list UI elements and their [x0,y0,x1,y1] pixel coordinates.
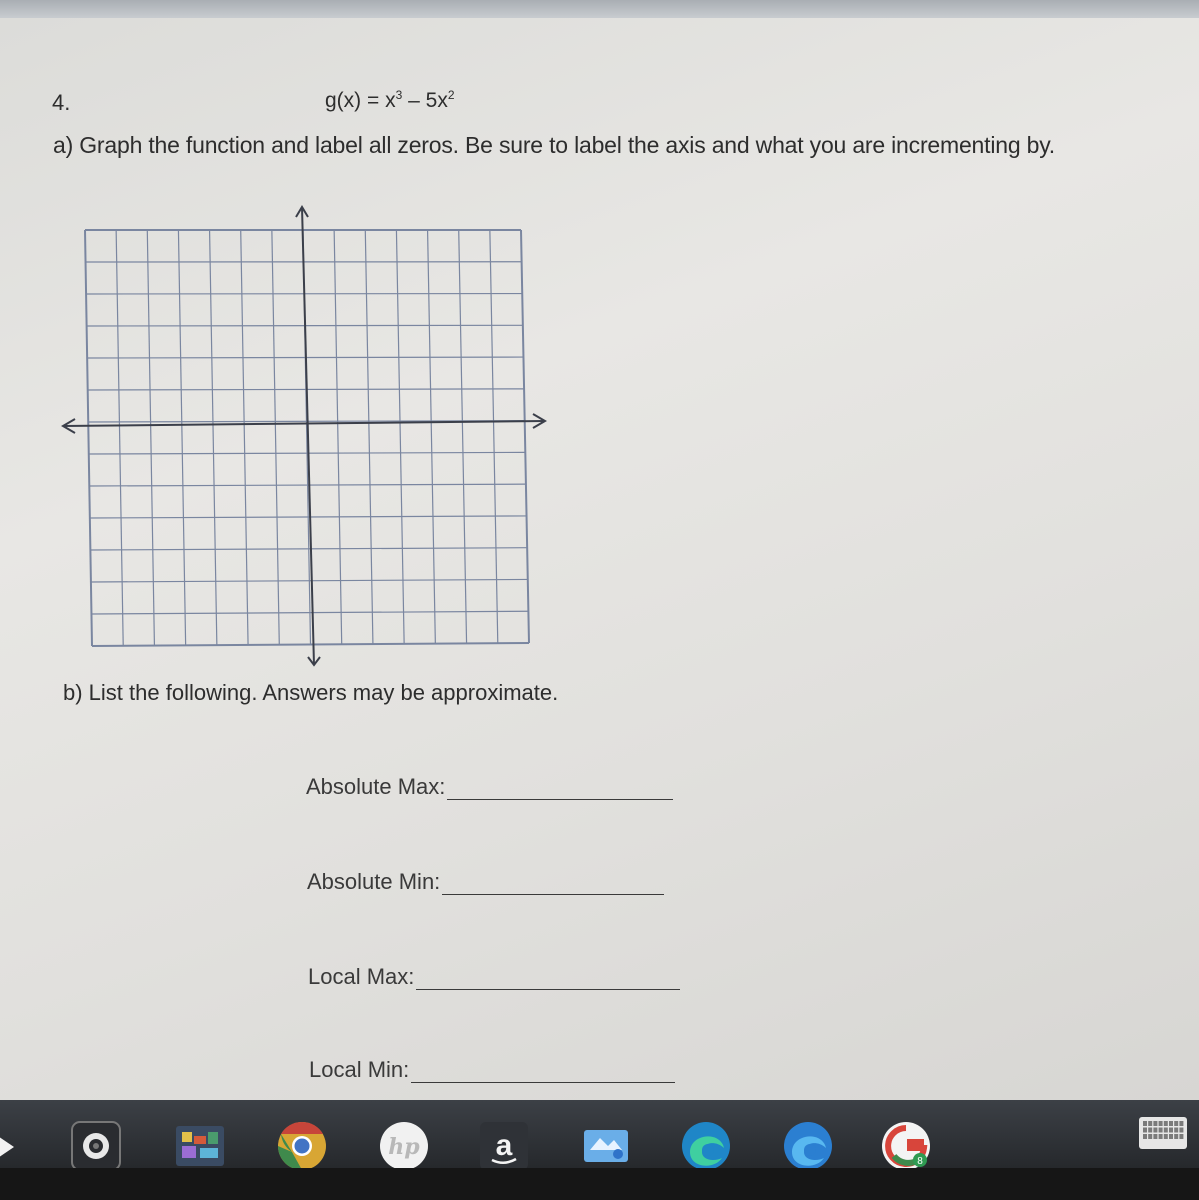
grid-vertical-line [521,230,529,643]
keyboard-key [1169,1134,1173,1139]
amazon-logo-letter: a [495,1129,513,1162]
absolute-max-answer-line[interactable] [447,798,673,800]
google-workspace-icon[interactable] [880,1120,932,1172]
x-axis [63,414,545,433]
grid-vertical-line [116,230,123,646]
launcher-icon[interactable] [0,1122,22,1172]
question-number: 4. [52,90,71,115]
keyboard-key [1174,1121,1178,1126]
camera-app-icon[interactable] [70,1120,122,1172]
grid-vertical-line [178,230,185,645]
worksheet-page [0,18,1199,1100]
keyboard-key [1143,1121,1147,1126]
grid-vertical-line [85,230,92,646]
hp-logo-text: hp [388,1134,420,1160]
coordinate-grid [55,183,555,673]
grid-vertical-line [428,230,436,644]
local-min-field[interactable] [309,1057,675,1083]
function-definition: $g(x) = x^3 - 5x^2$ [325,88,455,112]
grid-vertical-line [459,230,467,643]
grid-horizontal-line [89,452,526,454]
y-axis [296,207,320,665]
keyboard-key [1148,1134,1152,1139]
local-max-label: Local Max: [308,964,415,989]
hp-app-icon[interactable] [378,1120,430,1172]
local-max-answer-line[interactable] [416,988,680,990]
keyboard-key [1179,1128,1183,1133]
keyboard-key [1169,1128,1173,1133]
keyboard-key [1143,1128,1147,1133]
absolute-min-field[interactable] [307,869,664,895]
grid-vertical-line [241,230,248,645]
grid-vertical-line [490,230,498,643]
keyboard-key [1159,1121,1163,1126]
grid-vertical-line [334,230,342,644]
keyboard-key [1164,1134,1168,1139]
absolute-min-label: Absolute Min: [307,869,441,894]
notification-badge: 8 [917,1156,923,1167]
keyboard-key [1153,1121,1157,1126]
keyboard-key [1143,1134,1147,1139]
chrome-icon[interactable] [276,1120,328,1172]
grid-vertical-line [147,230,154,646]
files-app-icon[interactable] [580,1120,632,1172]
local-min-answer-line[interactable] [411,1081,675,1083]
photos-app-icon[interactable] [174,1120,226,1172]
keyboard-key [1164,1121,1168,1126]
absolute-max-field[interactable] [306,774,673,800]
keyboard-key [1153,1134,1157,1139]
keyboard-key [1179,1134,1183,1139]
keyboard-key [1174,1134,1178,1139]
local-min-label: Local Min: [309,1057,410,1082]
keyboard-key [1179,1121,1183,1126]
keyboard-key [1174,1128,1178,1133]
edge-beta-icon[interactable] [782,1120,834,1172]
amazon-icon[interactable] [478,1120,530,1172]
grid-vertical-line [272,230,279,645]
edge-icon[interactable] [680,1120,732,1172]
part-a-instructions: a) Graph the function and label all zeros. Be sure to label the axis and what you are incrementing by. [53,132,1055,158]
keyboard-key [1159,1128,1163,1133]
screen-top-bezel [0,0,1199,18]
keyboard-key [1153,1128,1157,1133]
grid-vertical-line [365,230,373,644]
screen-bottom-bezel [0,1168,1199,1200]
keyboard-key [1164,1128,1168,1133]
local-max-field[interactable] [308,964,680,990]
keyboard-key [1148,1121,1152,1126]
keyboard-key [1159,1134,1163,1139]
keyboard-key [1169,1121,1173,1126]
grid-vertical-line [396,230,404,644]
grid-vertical-line [210,230,217,645]
part-b-instructions: b) List the following. Answers may be approximate. [63,680,559,705]
absolute-min-answer-line[interactable] [442,893,664,895]
keyboard-key [1148,1128,1152,1133]
absolute-max-label: Absolute Max: [306,774,446,799]
grid-lines [85,230,529,646]
keyboard-icon[interactable] [1138,1116,1188,1150]
